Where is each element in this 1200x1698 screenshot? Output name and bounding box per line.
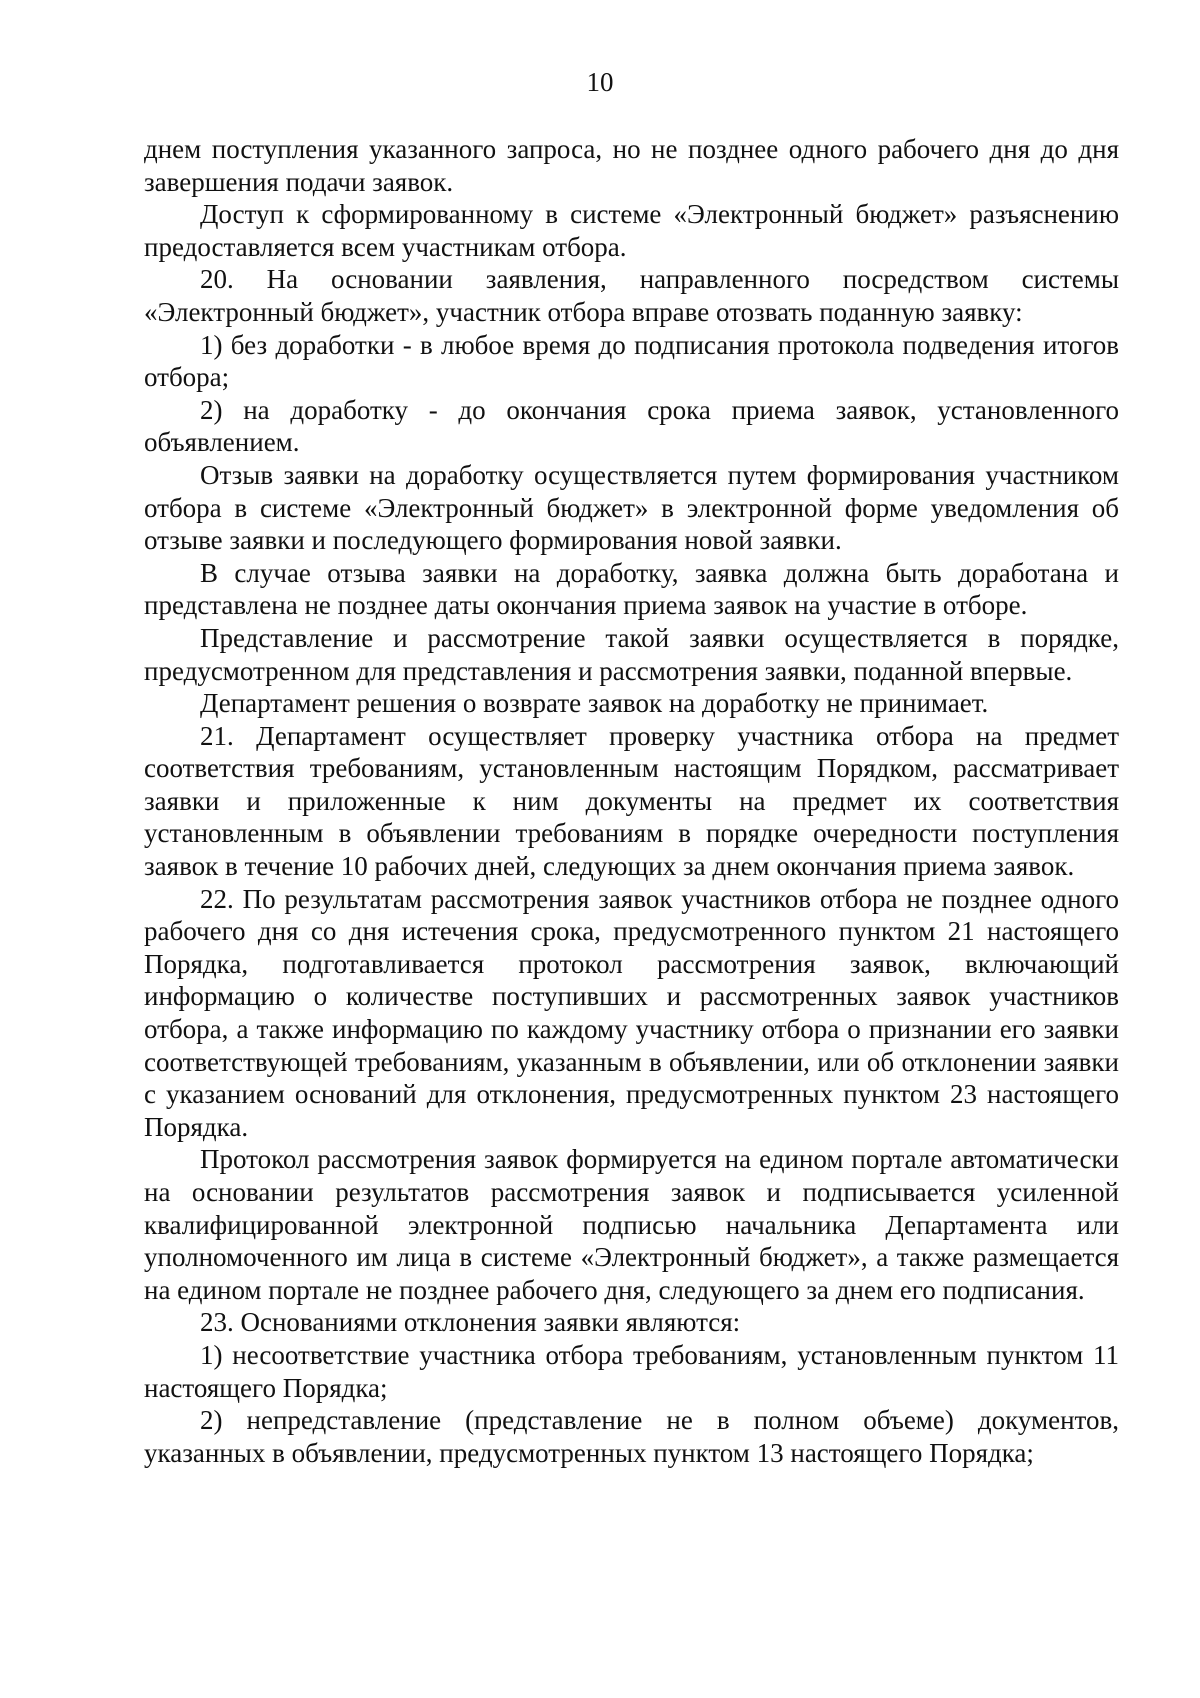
page-number: 10 — [586, 67, 614, 97]
paragraph: 20. На основании заявления, направленного посредством системы «Электронный бюджет», участник отбора вправе отозвать поданную заявку: — [144, 264, 1119, 327]
paragraph: 2) непредставление (представление не в полном объеме) документов, указанных в объявлении, предусмотренных пунктом 13 настоящего Порядка; — [144, 1405, 1119, 1468]
paragraph: Доступ к сформированному в системе «Электронный бюджет» разъяснению предоставляется всем участникам отбора. — [144, 199, 1119, 262]
document-body — [144, 133, 1119, 1469]
paragraph: Отзыв заявки на доработку осуществляется путем формирования участником отбора в системе «Электронный бюджет» в электронной форме уведомления об отзыве заявки и последующего формирования новой заявки. — [144, 459, 1119, 556]
paragraph: 1) без доработки - в любое время до подписания протокола подведения итогов отбора; — [144, 329, 1119, 393]
paragraph: Представление и рассмотрение такой заявки осуществляется в порядке, предусмотренном для представления и рассмотрения заявки, поданной впервые. — [144, 622, 1119, 686]
paragraph: 21. Департамент осуществляет проверку участника отбора на предмет соответствия требованиям, установленным настоящим Порядком, рассматривает заявки и приложенные к ним документы на предмет их соответствия установленным в объявлении требованиям в порядке очередности поступления заявок в течение 10 рабочих дней, следующих за днем окончания приема заявок. — [144, 720, 1119, 882]
paragraph: Протокол рассмотрения заявок формируется на едином портале автоматически на основании результатов рассмотрения заявок и подписывается усиленной квалифицированной электронной подписью начальника Департамента или уполномоченного им лица в системе «Электронный бюджет», а также размещается на едином портале не позднее рабочего дня, следующего за днем его подписания. — [144, 1144, 1119, 1305]
paragraph: днем поступления указанного запроса, но не позднее одного рабочего дня до дня завершения подачи заявок. — [144, 134, 1119, 197]
paragraph: Департамент решения о возврате заявок на доработку не принимает. — [200, 688, 989, 719]
paragraph: 2) на доработку - до окончания срока приема заявок, установленного объявлением. — [144, 394, 1119, 458]
paragraph: 1) несоответствие участника отбора требованиям, установленным пунктом 11 настоящего Порядка; — [144, 1339, 1119, 1403]
paragraph: 22. По результатам рассмотрения заявок участников отбора не позднее одного рабочего дня со дня истечения срока, предусмотренного пунктом 21 настоящего Порядка, подготавливается протокол рассмотрения заявок, включающий информацию о количестве поступивших и рассмотренных заявок участников отбора, а также информацию по каждому участнику отбора о признании его заявки соответствующей требованиям, указанным в объявлении, или об отклонении заявки с указанием оснований для отклонения, предусмотренных пунктом 23 настоящего Порядка. — [144, 883, 1119, 1142]
paragraph: В случае отзыва заявки на доработку, заявка должна быть доработана и представлена не позднее даты окончания приема заявок на участие в отборе. — [144, 557, 1119, 621]
paragraph: 23. Основаниями отклонения заявки являются: — [200, 1307, 741, 1338]
